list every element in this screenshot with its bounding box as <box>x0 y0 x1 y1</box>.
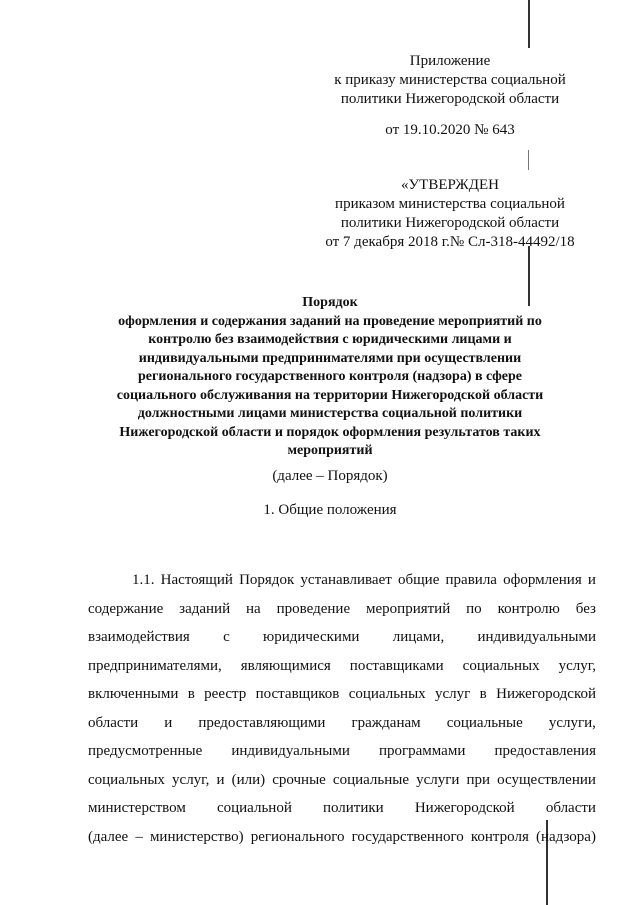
body-word: программами <box>378 743 466 759</box>
body-word: заданий <box>179 600 231 617</box>
body-word: области <box>545 800 596 816</box>
body-word: индивидуальными <box>231 743 350 759</box>
body-word: политики <box>322 800 384 816</box>
body-word: области <box>88 714 139 731</box>
appendix-date: от 19.10.2020 № 643 <box>385 122 515 138</box>
body-word: контроля <box>470 828 529 845</box>
body-word: мероприятий <box>366 600 451 617</box>
title-line: Нижегородской области и порядок оформления результатов таких <box>119 424 541 440</box>
body-word: являющимися <box>240 657 331 674</box>
approved-line-4: от 7 декабря 2018 г.№ Сл-318-44492/18 <box>325 234 575 250</box>
body-word: взаимодействия <box>88 629 190 645</box>
body-word: – <box>135 828 143 845</box>
body-line <box>88 680 596 709</box>
body-word: предоставления <box>494 743 596 759</box>
scan-artifact-line-top <box>528 0 530 48</box>
body-word: поставщиков <box>255 686 340 702</box>
title-line: оформления и содержания заданий на проведение мероприятий по <box>118 313 542 329</box>
scan-artifact-line-mid <box>528 150 529 170</box>
approved-line-3: политики Нижегородской области <box>340 215 560 231</box>
body-word: устанавливает <box>300 572 392 588</box>
body-word: регионального <box>250 828 345 845</box>
body-word: в <box>479 686 487 702</box>
body-word: включенными <box>88 686 179 702</box>
body-word: услуги, <box>548 714 596 731</box>
body-word: услуг, <box>172 771 210 788</box>
body-word: услуг <box>435 686 471 702</box>
body-word: оформления <box>503 572 582 588</box>
body-line <box>88 623 596 652</box>
body-word: юридическими <box>263 629 360 645</box>
body-word: социальных <box>88 771 165 788</box>
body-word: реестр <box>204 686 247 702</box>
body-word: Порядок <box>239 572 295 588</box>
body-word: и <box>164 714 173 731</box>
body-paragraph <box>88 566 596 851</box>
body-word: индивидуальными <box>477 629 596 645</box>
body-word: общие <box>397 572 440 588</box>
body-word: социальных <box>462 657 540 674</box>
body-word: и <box>216 771 225 788</box>
body-line <box>88 766 596 795</box>
title-line: Порядок <box>302 295 358 310</box>
title-line: мероприятий <box>287 443 373 458</box>
body-word: проведение <box>276 600 351 617</box>
body-line <box>88 652 596 681</box>
title-line: должностными лицами министерства социальной политики <box>137 406 523 421</box>
document-title <box>95 294 565 461</box>
body-word: при <box>466 771 491 788</box>
body-word: социальной <box>216 800 292 816</box>
body-word: и <box>587 572 596 588</box>
body-word: контролю <box>497 600 560 617</box>
body-line <box>88 823 596 852</box>
body-word: (или) <box>231 771 266 788</box>
title-line: индивидуальными предпринимателями при осуществлении <box>138 350 522 366</box>
appendix-ministry: политики Нижегородской области <box>340 91 560 107</box>
appendix-order-ref: к приказу министерства социальной <box>334 72 566 88</box>
body-word: Нижегородской <box>496 686 596 702</box>
body-word: предоставляющими <box>198 714 326 731</box>
body-word: в <box>187 686 195 702</box>
body-word: без <box>575 600 596 617</box>
body-word: услуг, <box>558 657 596 674</box>
body-word: социальные <box>332 771 409 788</box>
document-subtitle: (далее – Порядок) <box>272 468 388 484</box>
body-word: по <box>466 600 482 617</box>
appendix-title: Приложение <box>409 53 491 69</box>
title-line: социального обслуживания на территории Нижегородской области <box>116 387 544 403</box>
body-word: срочные <box>272 771 326 788</box>
body-word: социальных <box>348 686 426 702</box>
body-line <box>88 709 596 738</box>
body-word: поставщиками <box>349 657 444 674</box>
body-line <box>88 794 596 823</box>
body-word: Настоящий <box>160 572 233 588</box>
body-word: Нижегородской <box>414 800 515 816</box>
body-word: социальные <box>446 714 523 731</box>
body-line <box>88 737 596 766</box>
body-word: (надзора) <box>535 828 596 845</box>
body-word: государственного <box>351 828 464 845</box>
approved-line-2: приказом министерства социальной <box>335 196 565 212</box>
body-line <box>88 595 596 624</box>
body-word: министерство) <box>149 828 244 845</box>
appendix-header <box>300 52 600 109</box>
body-word: услуги <box>416 771 460 788</box>
body-word: правила <box>445 572 497 588</box>
body-word: содержание <box>88 600 164 617</box>
body-word: предусмотренные <box>88 743 203 759</box>
body-word: лицами, <box>392 629 445 645</box>
approved-block <box>300 176 600 252</box>
title-line: регионального государственного контроля (надзора) в сфере <box>138 369 522 384</box>
body-word: гражданам <box>351 714 421 731</box>
section-heading: 1. Общие положения <box>263 502 397 518</box>
body-word: 1.1. <box>132 572 155 588</box>
body-word: с <box>223 629 230 645</box>
approved-title: «УТВЕРЖДЕН <box>401 177 499 193</box>
body-line <box>88 566 596 595</box>
body-word: министерством <box>88 800 186 816</box>
body-word: на <box>246 600 261 617</box>
body-word: (далее <box>88 828 129 845</box>
body-word: осуществлении <box>497 771 596 788</box>
title-line: контролю без взаимодействия с юридическими лицами и <box>148 332 512 347</box>
body-word: предпринимателями, <box>88 657 222 674</box>
